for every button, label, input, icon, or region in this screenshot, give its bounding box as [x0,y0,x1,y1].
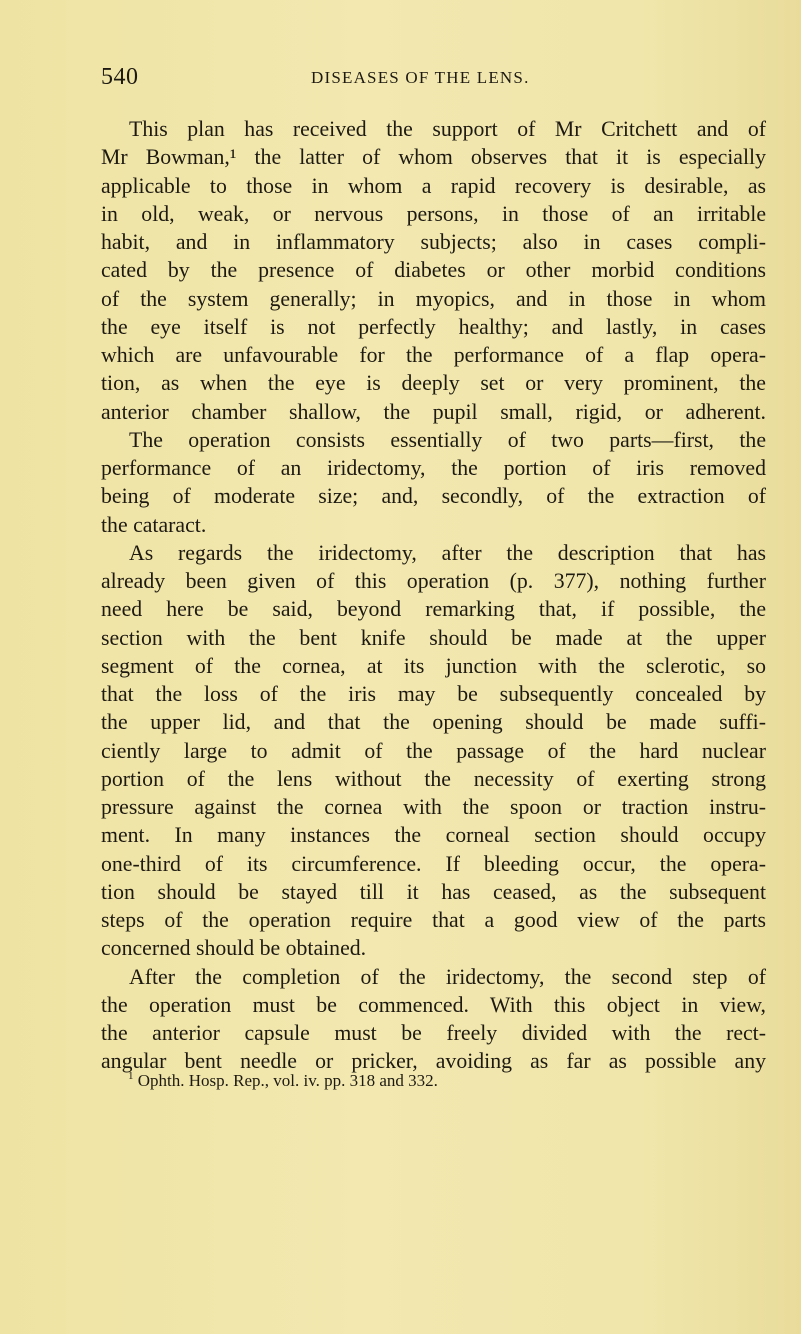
text-line: which are unfavourable for the performance of a flap opera- [101,343,766,367]
footnote [128,1069,768,1093]
text-line: angular bent needle or pricker, avoiding as far as possible any [101,1049,766,1074]
text-line: pressure against the cornea with the spoon or traction instru- [101,795,766,819]
text-line: After the completion of the iridectomy, the second step of [129,964,766,989]
body-text [101,115,766,1076]
text-line: need here be said, beyond remarking that, if possible, the [101,597,766,622]
text-line: steps of the operation require that a good view of the parts [101,908,766,932]
text-line: habit, and in inflammatory subjects; also in cases compli- [101,230,766,254]
text-line: applicable to those in whom a rapid recovery is desirable, as [101,173,766,198]
text-line: the eye itself is not perfectly healthy; and lastly, in cases [101,314,766,339]
text-line: portion of the lens without the necessity of exerting strong [101,766,766,791]
text-line: ment. In many instances the corneal section should occupy [101,823,766,848]
text-line: ciently large to admit of the passage of the hard nuclear [101,738,766,763]
text-line: that the loss of the iris may be subsequently concealed by [101,682,766,706]
text-line: in old, weak, or nervous persons, in those of an irritable [101,201,766,226]
text-line: tion should be stayed till it has ceased, as the subsequent [101,879,766,904]
text-line: cated by the presence of diabetes or other morbid conditions [101,258,766,283]
footnote-text: Ophth. Hosp. Rep., vol. iv. pp. 318 and 332. [137,1071,438,1090]
text-line: the anterior capsule must be freely divided with the rect- [101,1021,766,1045]
text-line: the operation must be commenced. With this object in view, [101,992,766,1017]
text-line: Mr Bowman,¹ the latter of whom observes that it is especially [101,145,766,170]
page-header [101,64,761,94]
text-line: concerned should be obtained. [101,936,367,961]
text-line: As regards the iridectomy, after the description that has [129,540,766,565]
text-line: segment of the cornea, at its junction with the sclerotic, so [101,653,766,678]
text-line: anterior chamber shallow, the pupil small, rigid, or adherent. [101,399,766,424]
text-line: The operation consists essentially of two parts—first, the [129,427,766,452]
text-line: already been given of this operation (p. 377), nothing further [101,569,766,593]
running-head: DISEASES OF THE LENS. [311,68,530,87]
text-line: the upper lid, and that the opening should be made suffi- [101,710,766,735]
text-line: one-third of its circumference. If bleeding occur, the opera- [101,851,766,876]
text-line: the cataract. [101,512,207,537]
text-line: of the system generally; in myopics, and in those in whom [101,286,766,311]
text-line: performance of an iridectomy, the portion of iris removed [101,456,766,480]
text-line: being of moderate size; and, secondly, of the extraction of [101,484,766,509]
text-line: This plan has received the support of Mr Critchett and of [129,117,766,141]
footnote-marker: 1 [128,1070,134,1082]
text-line: tion, as when the eye is deeply set or very prominent, the [101,371,766,396]
page-number: 540 [101,64,139,90]
text-line: section with the bent knife should be made at the upper [101,625,766,650]
